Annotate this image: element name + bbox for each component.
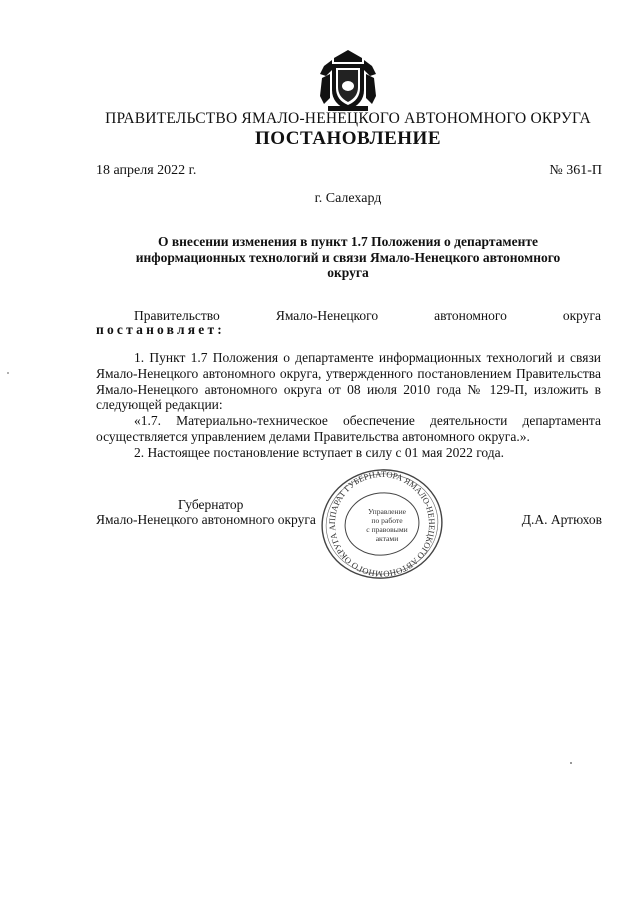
signer-organization: Ямало-Ненецкого автономного округа (96, 512, 316, 527)
document-type-title: ПОСТАНОВЛЕНИЕ (254, 128, 442, 149)
preamble-word: округа (562, 308, 601, 323)
signer-name: Д.А. Артюхов (521, 512, 602, 527)
signer-position: Губернатор (178, 497, 244, 512)
document-subject-title: О внесении изменения в пункт 1.7 Положения о департаменте информационных технологий и связи Ямало-Ненецкого автономного округа (135, 234, 561, 280)
body-paragraph-3: 2. Настоящее постановление вступает в силу с 01 мая 2022 года. (134, 444, 504, 460)
seal-ring-text: АППАРАТ ГУБЕРНАТОРА ЯМАЛО-НЕНЕЦКОГО АВТОНОМНОГО ОКРУГА (326, 468, 438, 580)
coat-of-arms-emblem (318, 48, 378, 114)
seal-center-line: Управление (367, 507, 407, 516)
scan-speck (7, 372, 9, 374)
scan-speck (570, 762, 572, 764)
preamble-word: Правительство (134, 308, 220, 323)
document-city: г. Салехард (314, 191, 382, 206)
body-paragraph-1: 1. Пункт 1.7 Положения о департаменте информационных технологий и связи Ямало-Ненецкого автономного округа, утвержденного постановлением Правительства Ямало-Ненецкого автономного округа от 08 июля 2010 года № 129-П, изложить в следующей редакции: (96, 350, 601, 413)
document-date: 18 апреля 2022 г. (96, 163, 197, 178)
decree-verb: постановляет: (96, 322, 225, 337)
preamble-word: автономного (434, 308, 507, 323)
document-body (96, 350, 601, 461)
preamble-word: Ямало-Ненецкого (275, 308, 379, 323)
organization-header: ПРАВИТЕЛЬСТВО ЯМАЛО-НЕНЕЦКОГО АВТОНОМНОГО ОКРУГА (105, 110, 591, 127)
seal-center-line: по работе (371, 516, 403, 525)
official-seal-stamp (312, 466, 452, 582)
document-number: № 361-П (549, 163, 602, 178)
seal-center-line: актами (375, 534, 399, 543)
seal-center-line: с правовыми (366, 525, 408, 534)
body-paragraph-2: «1.7. Материально-техническое обеспечение деятельности департамента осуществляется управлением делами Правительства автономного округа.». (96, 413, 601, 444)
